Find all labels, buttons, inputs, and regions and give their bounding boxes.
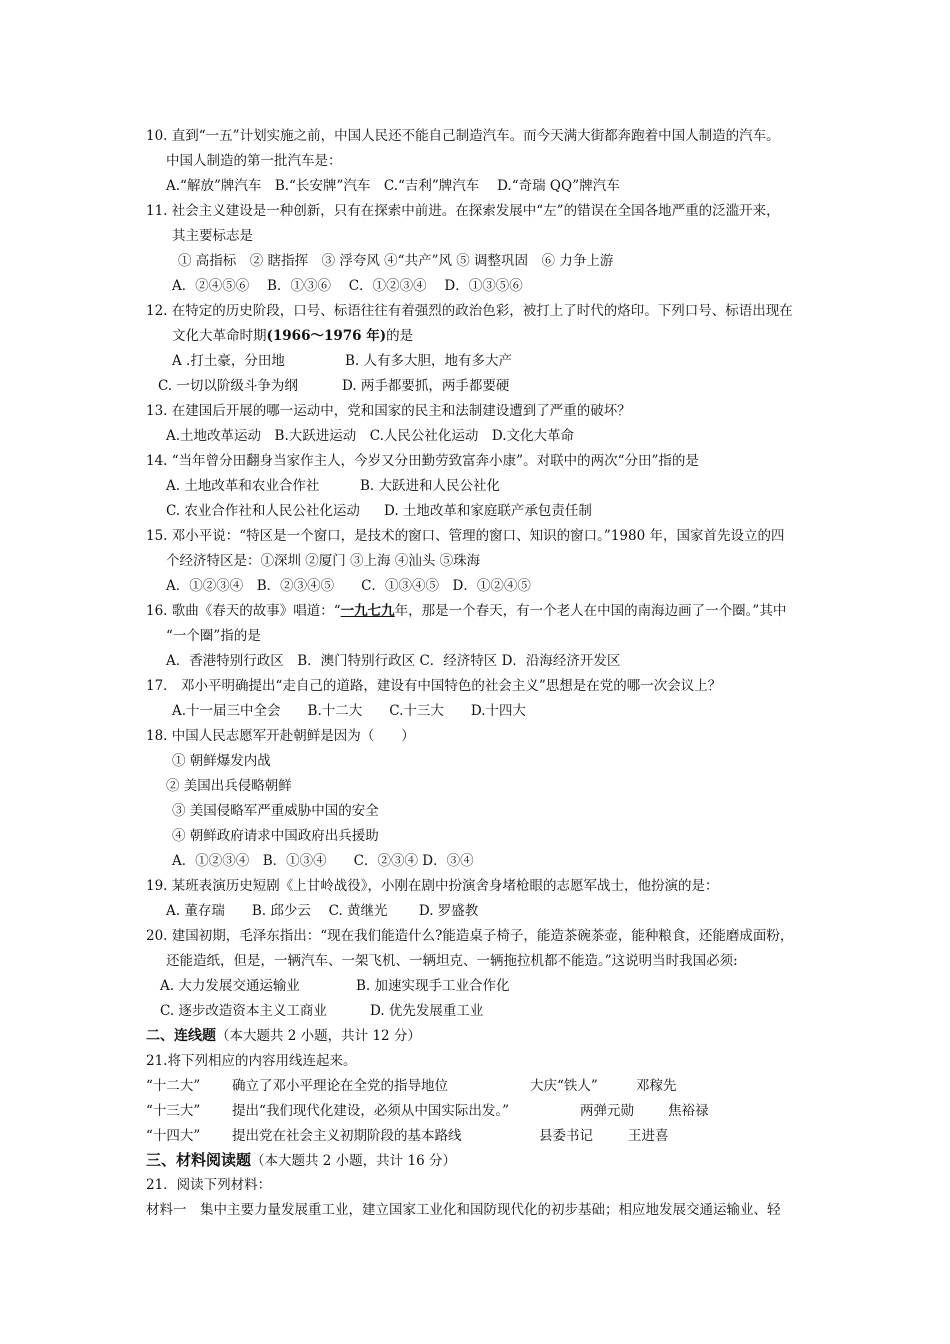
match-row-2-left: “十三大”	[146, 1103, 201, 1119]
q18-options: A．①②③④ B．①③④ C．②③④ D．③④	[172, 853, 474, 869]
q12-option-b: B. 人有多大胆，地有多大产	[345, 353, 513, 369]
section-3-q21-stem: 21．阅读下列材料：	[146, 1177, 272, 1193]
q13-stem: 13. 在建国后开展的哪一运动中，党和国家的民主和法制建设遭到了严重的破坏？	[146, 403, 631, 419]
q19-options: A. 董存瑞 B. 邱少云 C. 黄继光 D. 罗盛教	[166, 903, 479, 919]
q20-option-d: D. 优先发展重工业	[370, 1003, 484, 1019]
q12-stem-line1: 12. 在特定的历史阶段，口号、标语往往有着强烈的政治色彩，被打上了时代的烙印。下列口号、标语出现在	[146, 303, 793, 319]
q14-option-d: D. 土地改革和家庭联产承包责任制	[384, 503, 592, 519]
q14-option-a: A. 土地改革和农业合作社	[166, 478, 320, 494]
section-2-title: 二、连线题	[146, 1028, 216, 1044]
match-row-1-title: 大庆“铁人”	[530, 1078, 598, 1094]
q12-stem-years: (1966～1976 年)	[266, 328, 387, 344]
q12-stem-line2	[172, 327, 413, 345]
q16-stem-pre: 16. 歌曲《春天的故事》唱道：“	[146, 603, 341, 619]
q11-options: A．②④⑤⑥ B．①③⑥ C．①②③④ D．①③⑤⑥	[172, 278, 523, 294]
q20-option-a: A. 大力发展交通运输业	[160, 978, 300, 994]
q18-item-1: ① 朝鲜爆发内战	[172, 753, 271, 769]
q18-item-4: ④ 朝鲜政府请求中国政府出兵援助	[172, 828, 379, 844]
material-1-text: 材料一 集中主要力量发展重工业，建立国家工业化和国防现代化的初步基础；相应地发展交通运输业、轻	[146, 1202, 781, 1218]
q20-stem-line1: 20. 建国初期，毛泽东指出：“现在我们能造什么?能造桌子椅子，能造茶碗茶壶，能种粮食，还能磨成面粉，	[146, 928, 794, 944]
q16-stem-line1	[146, 602, 786, 620]
q11-stem-line1: 11. 社会主义建设是一种创新，只有在探索中前进。在探索发展中“左”的错误在全国各地严重的泛滥开来，	[146, 203, 780, 219]
q20-option-c: C. 逐步改造资本主义工商业	[160, 1003, 327, 1019]
q15-options: A．①②③④ B．②③④⑤ C．①③④⑤ D．①②④⑤	[166, 578, 531, 594]
q20-option-b: B. 加速实现手工业合作化	[356, 978, 510, 994]
q12-option-c: C. 一切以阶级斗争为纲	[158, 378, 298, 394]
q12-stem-pre: 文化大革命时期	[172, 328, 267, 344]
q11-items: ① 高指标 ② 瞎指挥 ③ 浮夸风 ④“共产”风 ⑤ 调整巩固 ⑥ 力争上游	[178, 253, 614, 269]
match-row-2-middle: 提出“我们现代化建设，必须从中国实际出发。”	[232, 1103, 510, 1119]
q11-stem-line2: 其主要标志是	[172, 228, 253, 244]
q14-stem: 14. “当年曾分田翻身当家作主人，今岁又分田勤劳致富奔小康”。对联中的两次“分田”指的是	[146, 453, 699, 469]
q19-stem: 19. 某班表演历史短剧《上甘岭战役》，小刚在剧中扮演舍身堵枪眼的志愿军战士，他扮演的是：	[146, 878, 719, 894]
section-3-note: （本大题共 2 小题，共计 16 分）	[251, 1153, 456, 1169]
q17-options: A.十一届三中全会 B.十二大 C.十三大 D.十四大	[172, 703, 527, 719]
q16-year-underlined: 一九七九	[340, 603, 395, 619]
q10-stem-line1: 10. 直到“一五”计划实施之前，中国人民还不能自己制造汽车。而今天满大街都奔跑着中国人制造的汽车。	[146, 128, 780, 144]
match-row-1-person: 邓稼先	[636, 1078, 677, 1094]
q12-stem-post: 的是	[386, 328, 414, 344]
q15-stem-line2: 个经济特区是：①深圳 ②厦门 ③上海 ④汕头 ⑤珠海	[166, 553, 481, 569]
match-row-2-title: 两弹元勋	[580, 1103, 634, 1119]
q10-options: A.“解放”牌汽车 B.“长安牌”汽车 C.“吉利”牌汽车 D.“奇瑞 QQ”牌汽车	[166, 178, 620, 194]
q14-option-c: C. 农业合作社和人民公社化运动	[166, 503, 360, 519]
q16-stem-post: 年，那是一个春天，有一个老人在中国的南海边画了一个圈。”其中	[394, 603, 787, 619]
q17-stem: 17． 邓小平明确提出“走自己的道路，建设有中国特色的社会主义”思想是在党的哪一次会议上？	[146, 678, 722, 694]
q16-options: A．香港特别行政区 B．澳门特别行政区 C．经济特区 D．沿海经济开发区	[166, 653, 621, 669]
q14-option-b: B. 大跃进和人民公社化	[360, 478, 501, 494]
match-row-3-middle: 提出党在社会主义初期阶段的基本路线	[232, 1128, 462, 1144]
section-3-heading	[146, 1151, 456, 1170]
match-row-1-left: “十二大”	[146, 1078, 201, 1094]
match-row-2-person: 焦裕禄	[668, 1103, 709, 1119]
q10-stem-line2: 中国人制造的第一批汽车是：	[166, 153, 342, 169]
match-row-3-left: “十四大”	[146, 1128, 201, 1144]
match-row-1-middle: 确立了邓小平理论在全党的指导地位	[232, 1078, 448, 1094]
q13-options: A.土地改革运动 B.大跃进运动 C.人民公社化运动 D.文化大革命	[166, 428, 575, 444]
match-row-3-title: 县委书记	[539, 1128, 593, 1144]
q20-stem-line2: 还能造纸，但是，一辆汽车、一架飞机、一辆坦克、一辆拖拉机都不能造。”这说明当时我国必须:	[166, 953, 738, 969]
section-2-q21-stem: 21.将下列相应的内容用线连起来。	[146, 1053, 357, 1069]
q16-stem-line2: “一个圈”指的是	[166, 628, 261, 644]
q18-item-2: ② 美国出兵侵略朝鲜	[166, 778, 292, 794]
section-2-heading	[146, 1027, 421, 1045]
q12-option-a: A .打土豪，分田地	[172, 353, 285, 369]
section-3-title: 三、材料阅读题	[146, 1151, 252, 1169]
q18-item-3: ③ 美国侵略军严重威胁中国的安全	[172, 803, 379, 819]
section-2-note: （本大题共 2 小题，共计 12 分）	[216, 1028, 421, 1044]
q15-stem-line1: 15. 邓小平说：“特区是一个窗口，是技术的窗口、管理的窗口、知识的窗口。”1980 年，国家首先设立的四	[146, 528, 785, 544]
q18-stem: 18. 中国人民志愿军开赴朝鲜是因为（ ）	[146, 728, 415, 744]
match-row-3-person: 王进喜	[628, 1128, 669, 1144]
q12-option-d: D. 两手都要抓，两手都要硬	[342, 378, 510, 394]
